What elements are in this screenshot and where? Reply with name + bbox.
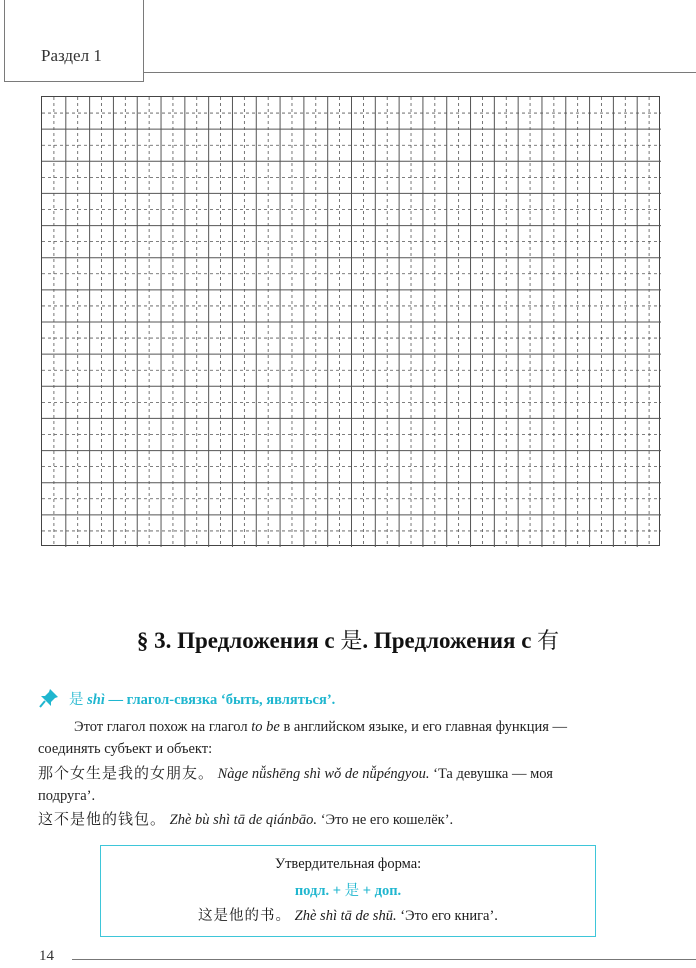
header-rule xyxy=(144,72,696,73)
formula-part-a: подл. + xyxy=(294,883,345,899)
rule-char: 是 xyxy=(69,692,84,708)
example-1-hanzi: 那个女生是我的女朋友。 xyxy=(38,764,215,782)
example-2-translation: ‘Это не его кошелёк’. xyxy=(317,812,454,828)
example-2-pinyin: Zhè bù shì tā de qiánbāo. xyxy=(169,812,318,828)
rule-text: — глагол-связка ‘быть, являться’. xyxy=(104,692,336,708)
grammar-box-example xyxy=(101,904,595,925)
section-title xyxy=(0,624,696,655)
section-title-middle: . Предложения с xyxy=(362,628,538,653)
box-example-translation: ‘Это его книга’. xyxy=(396,908,498,924)
example-2-hanzi: 这不是他的钱包。 xyxy=(38,810,167,828)
formula-char: 是 xyxy=(344,883,360,899)
footer-rule xyxy=(72,959,696,960)
grid-lines xyxy=(42,97,661,547)
section-title-prefix: § 3. Предложения с xyxy=(136,628,341,653)
grammar-box-title: Утвердительная форма: xyxy=(274,856,422,872)
explanation-line-2: соединять субъект и объект: xyxy=(38,741,213,757)
rule-pinyin: shì xyxy=(87,692,105,708)
example-1-translation-a: ‘Та девушка — моя xyxy=(429,766,553,782)
section-tab xyxy=(4,0,144,82)
pin-icon xyxy=(39,688,59,708)
rule-heading xyxy=(39,688,335,709)
grammar-box xyxy=(100,845,596,937)
explanation-english: to be xyxy=(251,719,280,735)
box-example-pinyin: Zhè shì tā de shū. xyxy=(294,908,397,924)
box-example-hanzi: 这是他的书。 xyxy=(198,908,292,924)
explanation-part2: в английском языке, и его главная функция — xyxy=(279,719,568,735)
formula-part-b: + доп. xyxy=(359,883,402,899)
section-title-char2: 有 xyxy=(537,629,560,654)
writing-grid xyxy=(41,96,660,546)
grammar-box-formula xyxy=(101,879,595,900)
example-1-translation-b: подруга’. xyxy=(38,788,96,804)
page-number: 14 xyxy=(39,948,54,964)
explanation-line-1 xyxy=(38,716,660,738)
example-2 xyxy=(38,808,660,831)
section-label: Раздел 1 xyxy=(41,46,102,65)
section-title-char1: 是 xyxy=(340,629,363,654)
example-1 xyxy=(38,762,660,785)
explanation-part1: Этот глагол похож на глагол xyxy=(74,719,252,735)
example-1-pinyin: Nàge nǚshēng shì wǒ de nǚpéngyou. xyxy=(217,766,430,782)
